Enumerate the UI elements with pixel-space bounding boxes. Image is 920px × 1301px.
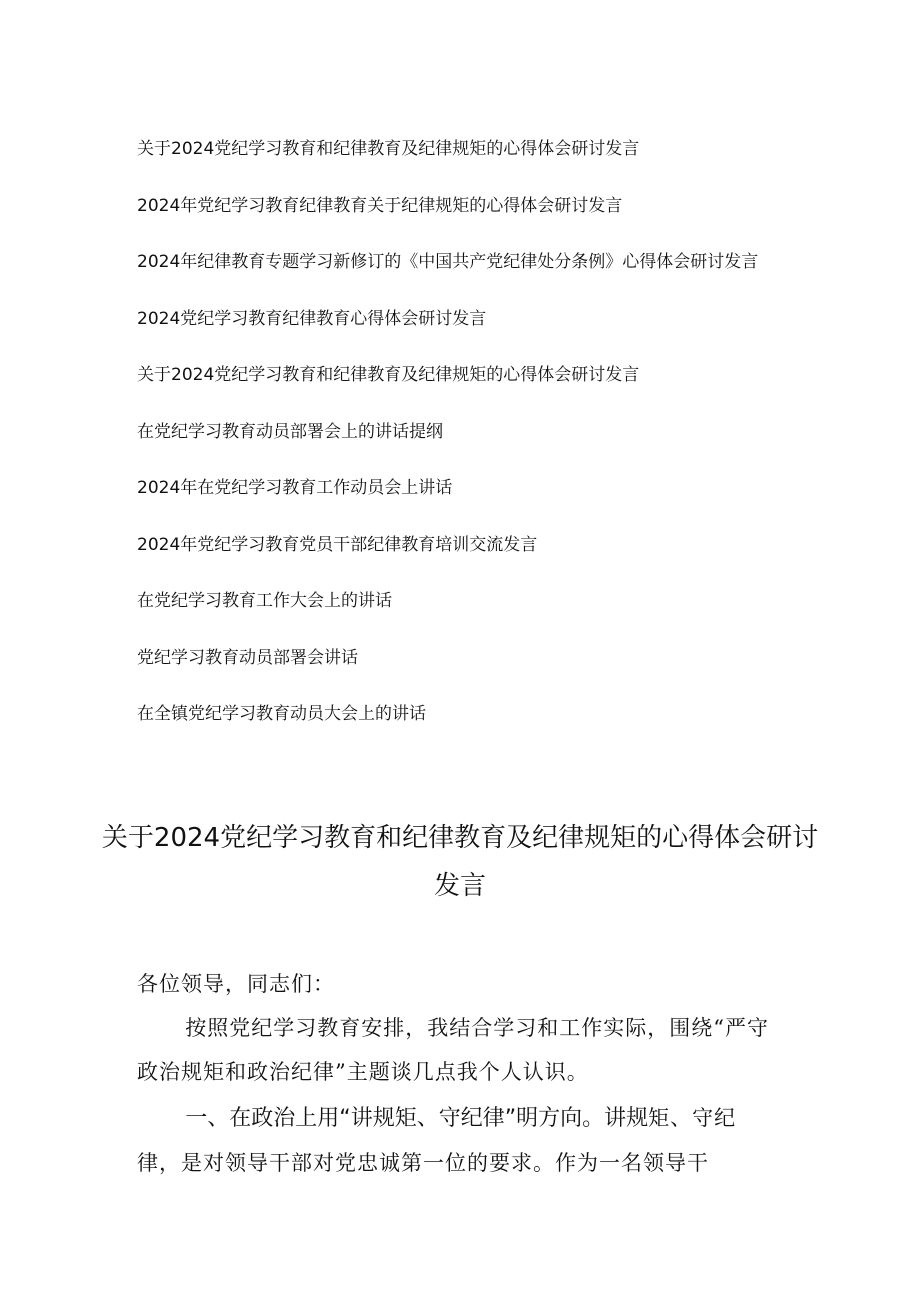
toc-item[interactable]: 在全镇党纪学习教育动员大会上的讲话 bbox=[137, 704, 426, 724]
toc-item[interactable]: 2024年在党纪学习教育工作动员会上讲话 bbox=[137, 478, 453, 498]
section-1-heading: 一、在政治上用“讲规矩、守纪律”明方向。讲规 bbox=[185, 1106, 649, 1131]
toc-item[interactable]: 关于2024党纪学习教育和纪律教育及纪律规矩的心得体会研讨发言 bbox=[137, 139, 640, 159]
toc-item[interactable]: 关于2024党纪学习教育和纪律教育及纪律规矩的心得体会研讨发言 bbox=[137, 365, 640, 385]
document-body bbox=[137, 962, 777, 1185]
salutation: 各位领导，同志们： bbox=[137, 972, 335, 996]
section-1-text: 矩、守纪律，是对领导干部对党忠诚第一位的要求。作为一名领导干 bbox=[137, 1106, 737, 1175]
section-1-paragraph bbox=[137, 1096, 777, 1185]
document-title: 关于2024党纪学习教育和纪律教育及纪律规矩的心得体会研讨发言 bbox=[101, 823, 819, 901]
toc-item[interactable]: 2024党纪学习教育纪律教育心得体会研讨发言 bbox=[137, 308, 487, 329]
table-of-contents bbox=[137, 137, 797, 759]
toc-item[interactable]: 2024年党纪学习教育党员干部纪律教育培训交流发言 bbox=[137, 534, 538, 555]
toc-item[interactable]: 在党纪学习教育工作大会上的讲话 bbox=[137, 591, 392, 611]
toc-item[interactable]: 2024年纪律教育专题学习新修订的《中国共产党纪律处分条例》心得体会研讨发言 bbox=[137, 252, 759, 272]
toc-item[interactable]: 在党纪学习教育动员部署会上的讲话提纲 bbox=[137, 421, 443, 442]
toc-item[interactable]: 2024年党纪学习教育纪律教育关于纪律规矩的心得体会研讨发言 bbox=[137, 195, 623, 216]
intro-paragraph: 按照党纪学习教育安排，我结合学习和工作实际，围绕“严守政治规矩和政治纪律”主题谈几点我个人认识。 bbox=[137, 1016, 770, 1084]
toc-item[interactable]: 党纪学习教育动员部署会讲话 bbox=[137, 647, 358, 668]
